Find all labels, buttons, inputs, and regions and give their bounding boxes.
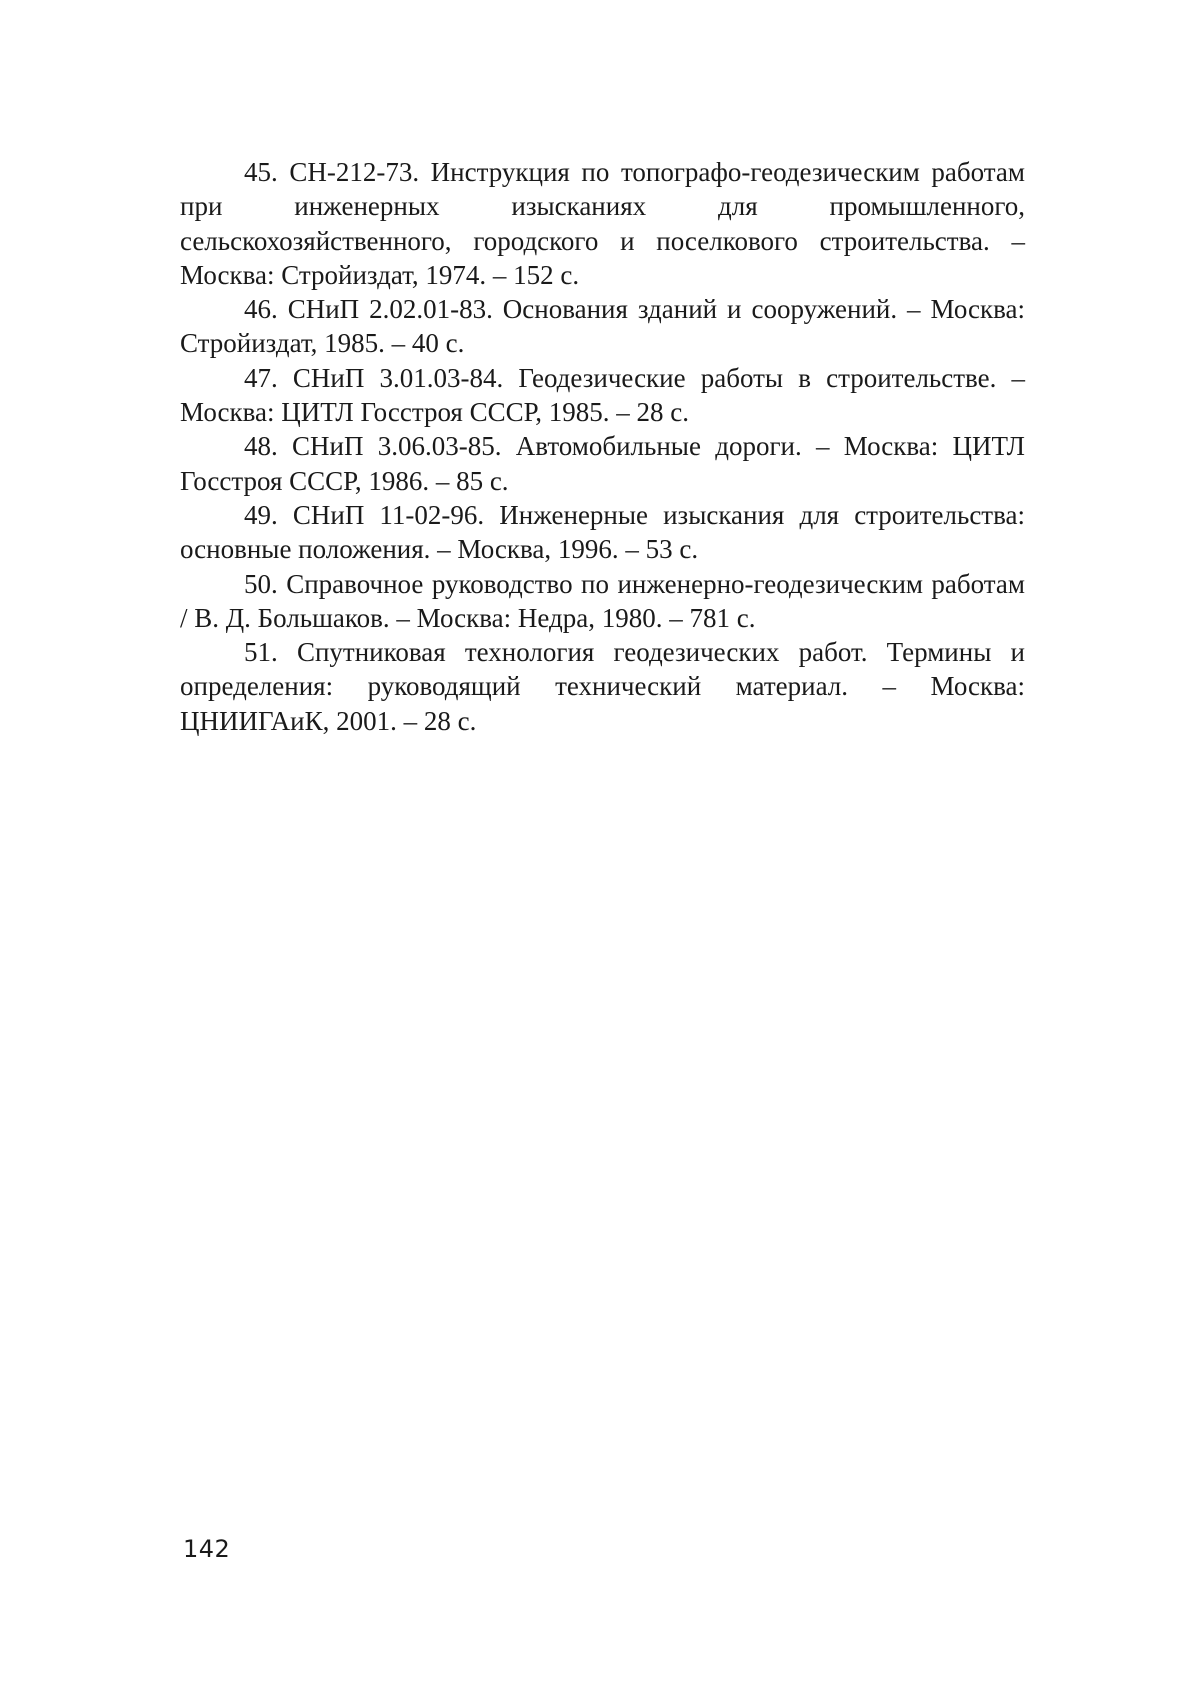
reference-entry-45 [180,155,1025,292]
page-number: 142 [183,1535,231,1563]
reference-text: СНиП 3.06.03-85. Автомобильные дороги. – Москва: ЦИТЛ Госстроя СССР, 1986. – 85 с. [180,431,1025,496]
reference-number: 47. [244,362,278,393]
reference-text: СНиП 3.01.03-84. Геодезические работы в строительстве. – Москва: ЦИТЛ Госстроя СССР, 1985. – 28 с. [180,362,1026,428]
reference-number: 50. [244,568,278,599]
reference-entry-46 [180,292,1025,361]
reference-entry-49 [180,498,1025,567]
reference-text: СН-212-73. Инструкция по топографо-геодезическим работам при инженерных изысканиях для промышленного, сельскохозяйственного, городского и поселкового строительства. – Москва: Стройиздат, 1974. – 152 с. [180,157,1025,290]
reference-text: СНиП 2.02.01-83. Основания зданий и сооружений. – Москва: Стройиздат, 1985. – 40 с. [180,294,1025,359]
reference-number: 51. [244,637,278,668]
reference-number: 48. [244,431,278,462]
reference-entry-48 [180,429,1025,498]
reference-number: 45. [244,157,278,187]
reference-number: 49. [244,499,278,530]
reference-entry-47 [180,361,1025,430]
reference-entry-50 [180,567,1025,636]
reference-text: Справочное руководство по инженерно-геодезическим работам / В. Д. Большаков. – Москва: Недра, 1980. – 781 с. [180,568,1025,633]
reference-list [180,155,1025,738]
reference-text: СНиП 11-02-96. Инженерные изыскания для строительства: основные положения. – Москва, 1996. – 53 с. [180,499,1025,565]
reference-text: Спутниковая технология геодезических работ. Термины и определения: руководящий технический материал. – Москва: ЦНИИГАиК, 2001. – 28 с. [180,637,1026,736]
reference-entry-51 [180,635,1025,738]
reference-number: 46. [244,294,278,325]
